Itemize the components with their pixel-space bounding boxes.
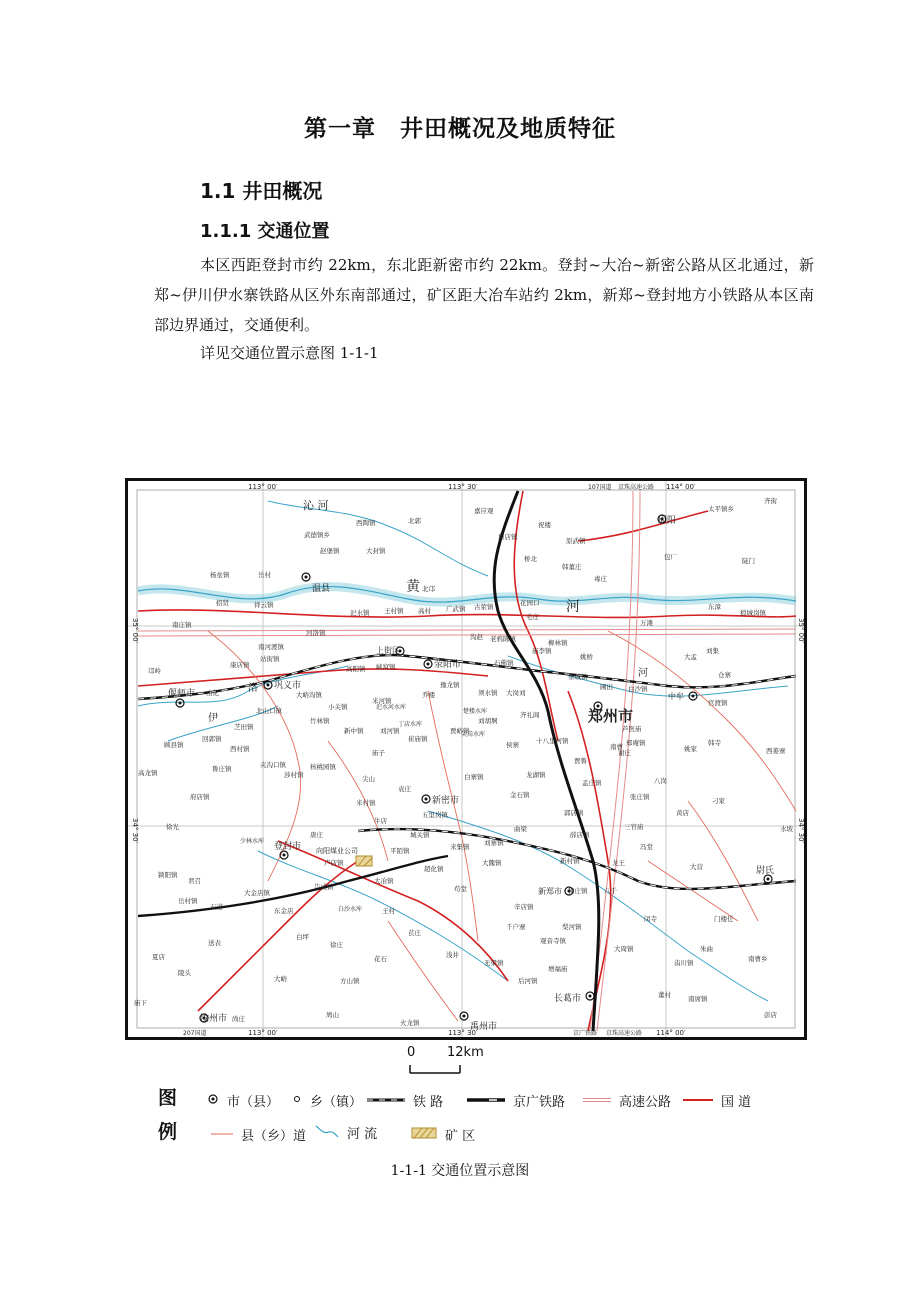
legend-jingguang xyxy=(467,1091,565,1110)
town-label: 府店镇 xyxy=(190,793,210,801)
town-label: 原武镇 xyxy=(566,537,586,545)
town-label: 武德镇乡 xyxy=(304,531,330,539)
town-label: 祭城镇 xyxy=(568,673,588,681)
town-label: 大冶镇 xyxy=(374,877,394,885)
figure-caption: 1-1-1 交通位置示意图 xyxy=(390,1163,530,1179)
town-label: 北邙 xyxy=(422,585,435,593)
traffic-location-map xyxy=(125,478,807,1040)
river-label: 洛 xyxy=(248,683,258,694)
grid-label-left-1: 35° 00′ xyxy=(131,618,139,644)
town-label: 包厂 xyxy=(664,553,677,561)
town-label: 陡门 xyxy=(742,557,755,565)
town-label: 大岗刘 xyxy=(506,689,526,697)
town-label: 梨河镇 xyxy=(562,923,582,931)
town-label: 官渡镇 xyxy=(708,699,728,707)
town-label: 招贤 xyxy=(216,599,229,607)
town-label: 小关镇 xyxy=(328,703,348,711)
town-label: 太平镇乡 xyxy=(708,505,734,513)
town-label: 高阳镇 xyxy=(346,665,366,673)
town-label: 柳林镇 xyxy=(548,639,568,647)
town-label: 米河镇 xyxy=(372,697,392,705)
town-label: 八千 xyxy=(604,887,617,895)
town-label: 西村镇 xyxy=(230,745,250,753)
town-label: 河洛镇 xyxy=(306,629,326,637)
railway-dashes xyxy=(138,655,796,889)
map-neatline xyxy=(137,490,795,1028)
town-label: 须水镇 xyxy=(478,689,498,697)
town-label: 东漳 xyxy=(708,603,721,611)
town-label: 大峪 xyxy=(274,975,287,983)
city-label: 中牟 xyxy=(668,692,684,701)
town-label: 火龙镇 xyxy=(400,1019,420,1027)
town-label: 嘉应观 xyxy=(474,507,494,515)
town-label: 白坪 xyxy=(296,933,309,941)
reservoir-label: 楚楼水库 xyxy=(463,708,488,715)
road-label-jingguang: 京广铁路 xyxy=(573,1030,598,1037)
town-label: 峡窝镇 xyxy=(376,663,396,671)
town-label: 刘河镇 xyxy=(380,727,400,735)
town-label: 庙李镇 xyxy=(532,647,552,655)
town-label: 来集镇 xyxy=(450,843,470,851)
grid-label-top-3: 114° 00′ xyxy=(666,483,696,491)
city-label: 温县 xyxy=(312,584,331,594)
road-label-jingzhu-bottom: 京珠高速公路 xyxy=(606,1030,643,1037)
town-label: 北山口镇 xyxy=(256,707,282,715)
reservoir-label: 汜水河水库 xyxy=(376,704,407,711)
town-label: 毒庄 xyxy=(594,575,607,583)
city-label: 长葛市 xyxy=(554,994,582,1004)
town-label: 万滩 xyxy=(640,619,653,627)
grid-label-left-2: 34° 30′ xyxy=(131,818,139,844)
town-label: 桥北 xyxy=(524,555,537,563)
town-label: 赵堡镇 xyxy=(320,547,340,555)
town-label: 站街镇 xyxy=(260,655,280,663)
town-label: 豫龙镇 xyxy=(440,681,460,689)
town-label: 苌庄 xyxy=(408,929,421,937)
city-label: 偃师市 xyxy=(168,689,196,699)
grid-label-bottom-3: 114° 00′ xyxy=(656,1029,686,1037)
town-label: 韩董庄 xyxy=(562,563,582,571)
river-label: 黄 xyxy=(406,579,420,595)
town-label: 张庄镇 xyxy=(630,793,650,801)
town-label: 陵头 xyxy=(178,969,191,977)
town-label: 郭店镇 xyxy=(564,809,584,817)
legend-railway xyxy=(367,1091,443,1110)
town-label: 十八里河镇 xyxy=(536,737,569,745)
town-label: 涉村镇 xyxy=(284,771,304,779)
legend-expressway xyxy=(583,1091,671,1110)
town-label: 沟赵 xyxy=(470,633,483,641)
town-label: 老鸦陈镇 xyxy=(490,635,516,643)
town-label: 君召 xyxy=(188,877,201,885)
town-label: 洧川镇 xyxy=(674,959,694,967)
town-label: 贾鲁 xyxy=(574,757,587,765)
city-label: 登封市 xyxy=(274,842,302,852)
grid-label-bottom-1: 113° 00′ xyxy=(248,1029,278,1037)
railways xyxy=(138,655,796,916)
town-label: 金石镇 xyxy=(510,791,530,799)
river-label: 伊 xyxy=(208,713,218,724)
town-label: 大营 xyxy=(690,863,703,871)
town-label: 刁家 xyxy=(712,797,725,805)
reservoir-label: 丁店水库 xyxy=(398,721,423,728)
town-label: 南曹 xyxy=(610,743,623,751)
body-paragraph: 本区西距登封市约 22km，东北距新密市约 22km。登封~大冶~新密公路从区北通过，新郑~伊川伊水寨铁路从区外东南部通过，矿区距大冶车站约 2km，新郑~登封地方小铁路从本区南部边界通过，交通便利。 xyxy=(154,256,814,334)
town-label: 芝田镇 xyxy=(234,723,254,731)
town-label: 东金店 xyxy=(274,907,294,915)
town-label: 白沙镇 xyxy=(628,685,648,693)
town-label: 观音寺镇 xyxy=(540,937,566,945)
town-label: 南席镇 xyxy=(688,995,708,1003)
town-label: 龙湖镇 xyxy=(526,771,546,779)
town-label: 牛店 xyxy=(374,817,387,825)
town-label: 唐庄 xyxy=(310,831,323,839)
town-label: 姚桥 xyxy=(580,653,593,661)
town-label: 核桃园镇 xyxy=(310,763,336,771)
town-symbol-icon xyxy=(292,1093,302,1108)
legend-expressway-label: 高速公路 xyxy=(619,1095,672,1110)
legend-city xyxy=(207,1091,279,1110)
legend-mine-label: 矿 区 xyxy=(445,1129,476,1144)
town-label: 新中镇 xyxy=(344,727,364,735)
city-label: 禹州市 xyxy=(470,1022,498,1032)
town-label: 韩寺 xyxy=(708,739,721,747)
town-label: 夏店 xyxy=(152,953,165,961)
town-label: 庙下 xyxy=(134,999,147,1007)
town-label: 芦医庙 xyxy=(622,725,642,733)
road-label-107: 107国道 xyxy=(588,484,612,491)
town-label: 南庄镇 xyxy=(172,621,192,629)
jialu-river xyxy=(508,656,788,696)
legend-national-road-label: 国 道 xyxy=(721,1095,752,1110)
town-label: 徐庄 xyxy=(330,941,343,949)
town-label: 南曹乡 xyxy=(748,955,768,963)
town-label: 谢庄 xyxy=(618,749,631,757)
city-label: 汝州市 xyxy=(200,1014,228,1024)
town-label: 花园口 xyxy=(520,599,540,607)
town-label: 五里岗镇 xyxy=(422,811,448,819)
city-label: 原阳 xyxy=(658,516,677,526)
town-label: 高龙镇 xyxy=(138,769,158,777)
town-label: 刘寨镇 xyxy=(484,839,504,847)
town-label: 竹林镇 xyxy=(310,717,330,725)
county-road-symbol-icon xyxy=(211,1127,233,1142)
reservoir-label: 白沙水库 xyxy=(338,906,363,913)
legend-river-label: 河 流 xyxy=(347,1127,378,1142)
town-label: 大金店镇 xyxy=(244,889,270,897)
grid-label-bottom-2: 113° 30′ xyxy=(448,1029,478,1037)
town-label: 侯寨 xyxy=(506,741,519,749)
mine-symbol-icon xyxy=(411,1127,437,1143)
town-label: 和庄镇 xyxy=(568,887,588,895)
town-label: 杨垒镇 xyxy=(210,571,230,579)
town-label: 庙子 xyxy=(372,749,385,757)
town-label: 千户寨 xyxy=(506,923,526,931)
town-label: 无梁镇 xyxy=(484,959,504,967)
town-label: 西陶镇 xyxy=(356,519,376,527)
town-label: 大峪沟镇 xyxy=(296,691,322,699)
town-label: 朱曲 xyxy=(700,945,713,953)
town-label: 石道 xyxy=(210,903,223,911)
river-label: 河 xyxy=(638,668,648,679)
town-label: 石佛镇 xyxy=(494,659,514,667)
town-label: 卢店镇 xyxy=(324,859,344,867)
town-label: 袁庄 xyxy=(398,785,411,793)
town-label: 鲁庄镇 xyxy=(212,765,232,773)
reservoir-label: 尖岗水库 xyxy=(461,731,486,738)
city-label: 巩义市 xyxy=(274,681,302,691)
town-label: 颍阳镇 xyxy=(158,871,178,879)
town-label: 邙岭 xyxy=(148,667,161,675)
subsection-heading: 1.1.1 交通位置 xyxy=(200,221,330,242)
legend-jingguang-label: 京广铁路 xyxy=(513,1095,566,1110)
national-roads xyxy=(138,491,796,1031)
town-label: 尚庄 xyxy=(232,1015,245,1023)
town-label: 鸠山 xyxy=(326,1011,339,1019)
city-label: 新郑市 xyxy=(538,887,562,896)
town-label: 祥云镇 xyxy=(254,601,274,609)
town-label: 白寨镇 xyxy=(464,773,484,781)
town-label: 孟庄镇 xyxy=(582,779,602,787)
town-label: 尖山 xyxy=(362,775,375,783)
town-label: 汜水镇 xyxy=(350,609,370,617)
section-heading: 1.1 井田概况 xyxy=(200,179,323,203)
town-label: 黄店 xyxy=(676,809,689,817)
town-label: 高村 xyxy=(418,607,431,615)
town-label: 西姜寨 xyxy=(766,747,786,755)
grid-label-right-2: 34° 30′ xyxy=(797,818,805,844)
grid-label-right-1: 35° 00′ xyxy=(797,618,805,644)
road-label-jingzhu-top: 京珠高速公路 xyxy=(618,484,655,491)
town-label: 崔庙镇 xyxy=(408,735,428,743)
legend-national-road xyxy=(683,1091,751,1110)
town-label: 回郭镇 xyxy=(202,735,222,743)
town-label: 苟堂 xyxy=(454,885,467,893)
railway-symbol-icon xyxy=(367,1093,405,1108)
town-label: 山化 xyxy=(206,689,219,697)
expressway-symbol-icon xyxy=(583,1093,611,1108)
town-label: 夹沟口镇 xyxy=(260,761,286,769)
jingguang-symbol-icon xyxy=(467,1093,505,1108)
map-grid xyxy=(128,481,804,1037)
town-label: 米村镇 xyxy=(356,799,376,807)
town-label: 康店镇 xyxy=(230,661,250,669)
town-label: 闵寺 xyxy=(644,915,657,923)
town-label: 北郭 xyxy=(408,517,421,525)
figure-reference: 详见交通位置示意图 1-1-1 xyxy=(200,344,379,362)
scale-bar-graphic xyxy=(405,1045,505,1077)
town-label: 冯堂 xyxy=(640,843,653,851)
town-label: 齐礼阎 xyxy=(520,711,540,719)
town-label: 詹店镇 xyxy=(498,533,518,541)
map-svg xyxy=(128,481,804,1037)
town-label: 水坡 xyxy=(780,825,793,833)
town-label: 岳村镇 xyxy=(178,897,198,905)
town-label: 城关镇 xyxy=(410,831,430,839)
town-label: 贾峪镇 xyxy=(450,727,470,735)
town-label: 古荥镇 xyxy=(474,603,494,611)
town-label: 大孟 xyxy=(684,653,697,661)
town-label: 彭店 xyxy=(764,1011,777,1019)
legend-title-1: 图 xyxy=(158,1087,178,1109)
town-label: 超化镇 xyxy=(424,865,444,873)
town-label: 南河渡镇 xyxy=(258,643,284,651)
town-label: 增福庙 xyxy=(548,965,568,973)
town-label: 圃田 xyxy=(600,683,613,691)
town-label: 辛店镇 xyxy=(514,903,534,911)
scale-zero-label: 0 xyxy=(407,1045,416,1060)
town-label: 祝楼 xyxy=(538,521,551,529)
city-label: 尉氏 xyxy=(756,866,775,876)
reservoir-label: 少林水库 xyxy=(240,838,265,845)
town-label: 大封镇 xyxy=(366,547,386,555)
town-label: 乔楼 xyxy=(422,691,435,699)
legend-mine xyxy=(411,1125,475,1144)
town-label: 大隗镇 xyxy=(482,859,502,867)
town-labels xyxy=(134,496,794,1027)
legend-river xyxy=(315,1123,377,1142)
town-label: 告成镇 xyxy=(314,883,334,891)
legend-city-label: 市（县） xyxy=(227,1095,280,1110)
town-label: 狼城岗镇 xyxy=(740,609,766,617)
town-label: 龙王 xyxy=(612,859,625,867)
city-label: 新密市 xyxy=(432,796,460,806)
scale-distance-label: 12km xyxy=(447,1045,484,1060)
town-label: 新村镇 xyxy=(560,857,580,865)
national-road-symbol-icon xyxy=(683,1093,713,1108)
legend-railway-label: 铁 路 xyxy=(413,1095,444,1110)
town-label: 姚家 xyxy=(684,745,697,753)
town-label: 平陌镇 xyxy=(390,847,410,855)
town-label: 后河镇 xyxy=(518,977,538,985)
river-symbol-icon xyxy=(315,1124,339,1142)
town-label: 徐光 xyxy=(166,823,179,831)
city-label: 荥阳市 xyxy=(434,660,462,670)
grid-label-top-2: 113° 30′ xyxy=(448,483,478,491)
legend-title-2: 例 xyxy=(158,1121,178,1143)
town-label: 薛店镇 xyxy=(570,831,590,839)
map-legend xyxy=(155,1083,795,1153)
town-label: 仓寨 xyxy=(718,671,731,679)
town-label: 送表 xyxy=(208,939,221,947)
town-label: 广武镇 xyxy=(446,605,466,613)
expressways xyxy=(138,491,796,1031)
town-label: 花石 xyxy=(374,955,387,963)
town-label: 董村 xyxy=(658,991,671,999)
town-label: 三官庙 xyxy=(624,823,644,831)
scale-bar xyxy=(405,1045,505,1077)
town-label: 刘集 xyxy=(706,647,719,655)
town-label: 曲梁 xyxy=(514,825,527,833)
qin-river xyxy=(268,501,488,576)
legend-town xyxy=(292,1091,362,1110)
river-label: 沁 河 xyxy=(303,499,329,512)
town-label: 门楼任 xyxy=(714,915,734,923)
town-label: 大周镇 xyxy=(614,945,634,953)
chapter-title: 第一章 井田概况及地质特征 xyxy=(304,116,616,142)
grid-label-top-1: 113° 00′ xyxy=(248,483,278,491)
town-label: 王村镇 xyxy=(384,607,404,615)
city-label: 上街区 xyxy=(376,646,400,655)
legend-county-road-label: 县（乡）道 xyxy=(241,1129,307,1144)
legend-town-label: 乡（镇） xyxy=(310,1095,363,1110)
town-label: 王村 xyxy=(382,907,395,915)
mine-label: 向阳煤业公司 xyxy=(316,847,358,855)
river-label: 河 xyxy=(566,599,580,615)
town-label: 刘胡垌 xyxy=(478,717,498,725)
road-label-207: 207国道 xyxy=(183,1030,207,1037)
town-label: 顾县镇 xyxy=(164,741,184,749)
city-symbol-icon xyxy=(207,1093,219,1109)
town-label: 齐街 xyxy=(764,497,777,505)
legend-county-road xyxy=(211,1125,306,1144)
town-label: 浅井 xyxy=(446,951,459,959)
town-label: 方山镇 xyxy=(340,977,360,985)
town-label: 郑庵镇 xyxy=(626,739,646,747)
town-label: 岳村 xyxy=(258,571,271,579)
city-label-zhengzhou: 郑州市 xyxy=(588,707,634,725)
town-label: 毛庄 xyxy=(526,613,539,621)
town-label: 八岗 xyxy=(654,777,667,785)
